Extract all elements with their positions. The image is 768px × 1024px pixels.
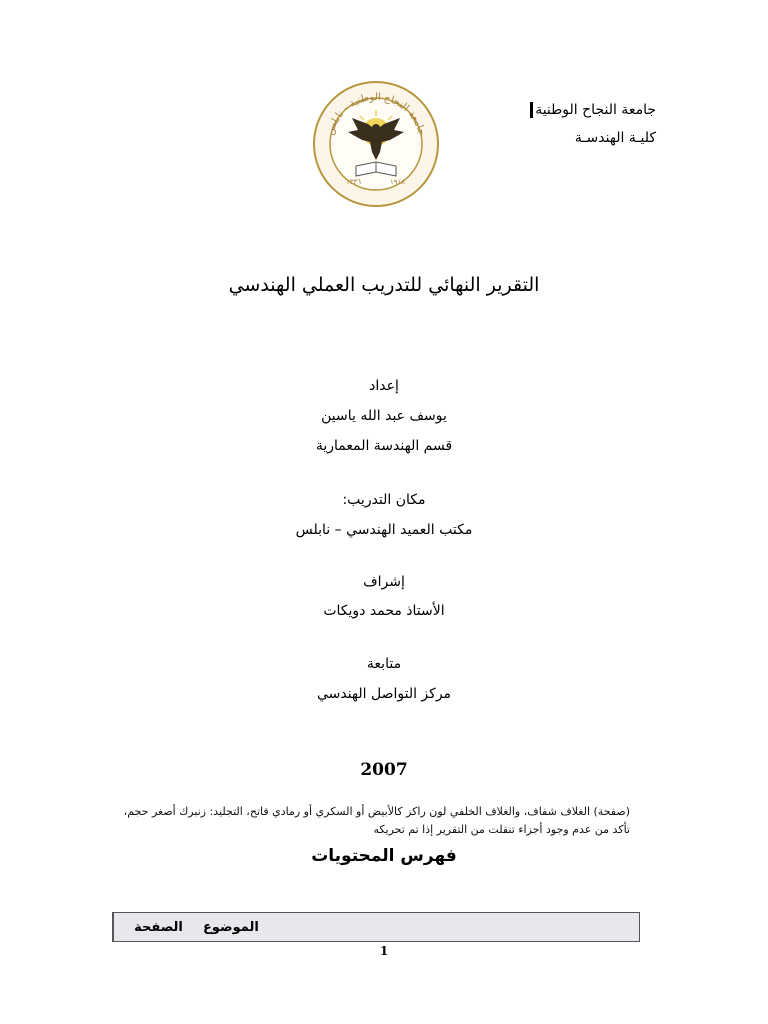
toc-col-page: الصفحة — [113, 913, 203, 941]
seal-text: جامعة النجاح الوطنية - نابلس — [324, 91, 428, 137]
svg-text:١٩١٨: ١٩١٨ — [390, 178, 406, 186]
toc-col-topic: الموضوع — [203, 919, 259, 935]
university-name: جامعة النجاح الوطنية — [530, 102, 656, 118]
training-place-value: مكتب العميد الهندسي – نابلس — [295, 522, 473, 538]
toc-table-header — [112, 912, 640, 942]
prepared-label: إعداد — [369, 378, 399, 394]
toc-title: فهرس المحتويات — [311, 846, 457, 866]
svg-text:١٣٣٦: ١٣٣٦ — [346, 178, 362, 186]
followup-value: مركز التواصل الهندسي — [316, 686, 452, 702]
followup-label: متابعة — [366, 656, 402, 672]
author-name: يوسف عبد الله ياسين — [321, 408, 447, 424]
binding-note: (صفحة) الغلاف شفاف، والغلاف الخلفي لون راكز كالأبيض أو السكري أو رمادي فاتح، التجليد: زنبرك أصغر حجم، تأكد من عدم وجود أجزاء تنقلت من التقرير إذا تم تحريكه — [123, 805, 630, 836]
header-block — [530, 96, 656, 152]
supervision-label: إشراف — [363, 574, 405, 590]
department-name: قسم الهندسة المعمارية — [315, 438, 453, 454]
university-seal-logo — [312, 80, 440, 208]
page-number: 1 — [379, 944, 389, 958]
training-place-label: مكان التدريب: — [342, 492, 426, 508]
supervisor-name: الأستاذ محمد دويكات — [323, 603, 445, 619]
report-title: التقرير النهائي للتدريب العملي الهندسي — [228, 274, 540, 296]
faculty-name: كليـة الهندسـة — [574, 130, 656, 146]
report-year: 2007 — [360, 760, 408, 780]
